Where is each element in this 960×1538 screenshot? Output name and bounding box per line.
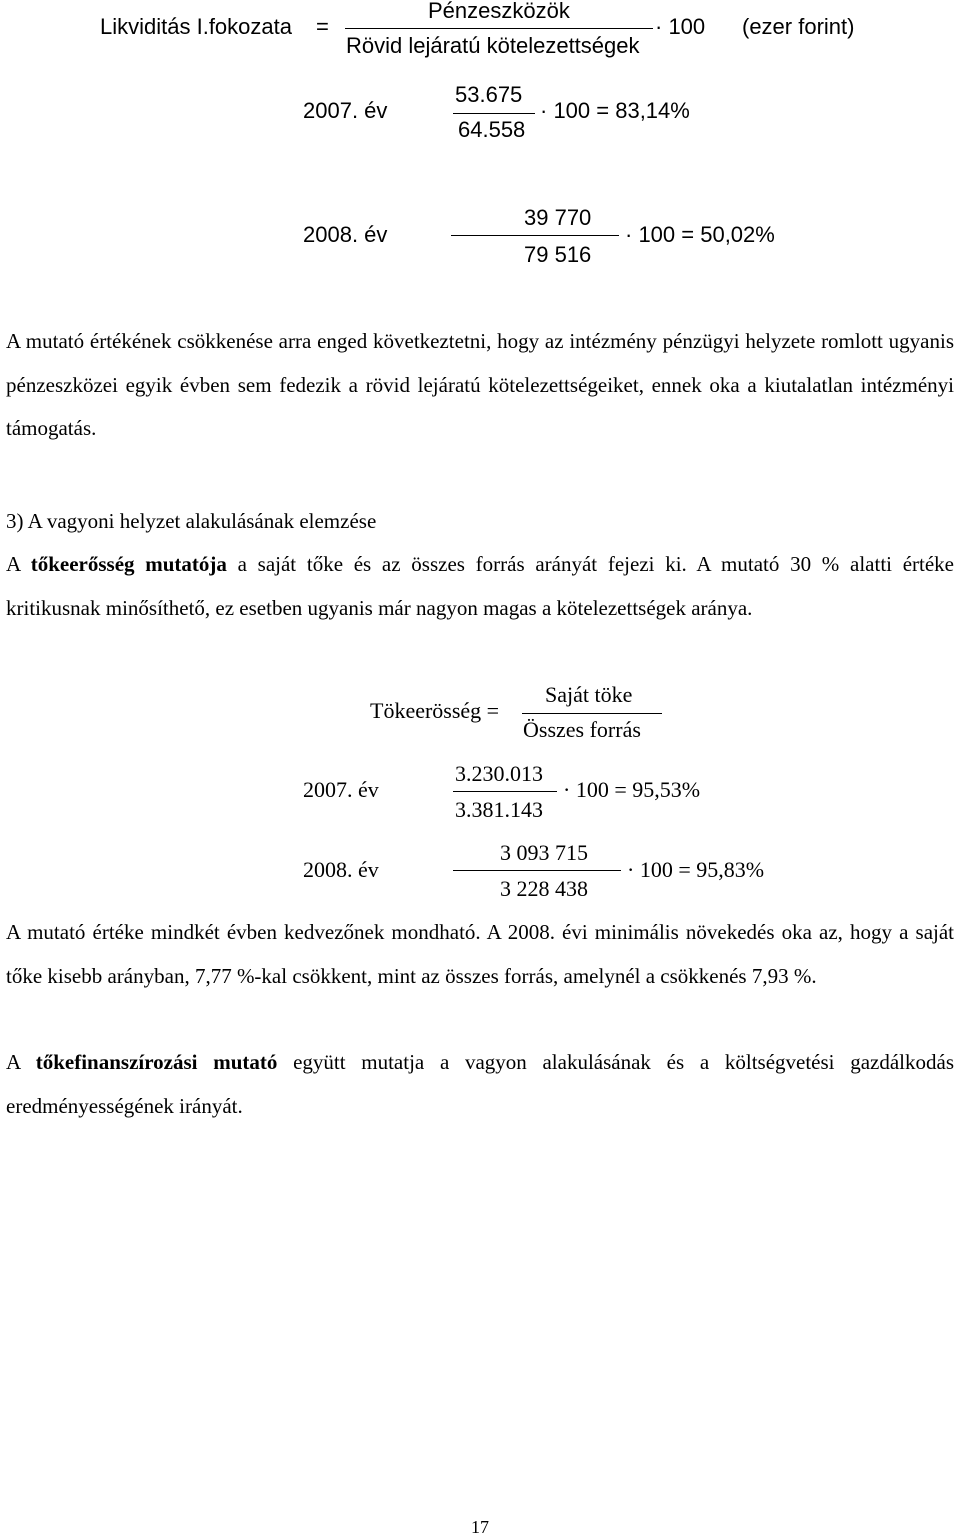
paragraph — [6, 543, 954, 630]
bold-term: tőkeerősség mutatója — [30, 552, 227, 576]
calc-numerator: 3.230.013 — [455, 761, 543, 786]
paragraph: A mutató értékének csökkenése arra enged következtetni, hogy az intézmény pénzügyi helyzete romlott ugyanis pénzeszközei egyik évben sem fedezik a rövid lejáratú kötelezettségeiket, ennek oka a kiutalatlan intézményi támogatás. — [6, 329, 954, 440]
calc-denominator: 79 516 — [524, 242, 592, 267]
fraction-bar — [453, 870, 621, 871]
liquidity-label: Likviditás I.fokozata — [100, 14, 292, 39]
text-span: A — [6, 1050, 36, 1074]
calc-denominator: 64.558 — [458, 117, 526, 142]
fraction-bar — [453, 113, 535, 114]
paragraph: A mutató értéke mindkét évben kedvezőnek mondható. A 2008. évi minimális növekedés oka az, hogy a saját tőke kisebb arányban, 7,77 %-kal csökkent, mint az összes forrás, amelynél a csökkenés 7,93 %. — [6, 920, 954, 988]
fraction-bar — [345, 28, 653, 29]
year-label: 2007. év — [303, 777, 379, 802]
equals-sign: = — [316, 14, 329, 39]
calc-numerator: 3 093 715 — [500, 840, 588, 865]
unit-label: (ezer forint) — [742, 14, 855, 39]
year-label: 2008. év — [303, 857, 379, 882]
fraction-bar — [451, 235, 619, 236]
text-span: A — [6, 552, 31, 576]
fraction-bar — [453, 791, 557, 792]
text-span: a saját tőke és az összes forrás arányát fejezi ki. A mutató 30 % alatti értéke kritikusnak minősíthető, ez esetben ugyanis már nagyon magas a kötelezettségek aránya. — [6, 552, 954, 620]
calc-result: · 100 = 50,02% — [625, 222, 775, 247]
fraction-bar — [522, 713, 662, 714]
equity-denominator: Összes forrás — [523, 717, 641, 742]
bold-term: tőkefinanszírozási mutató — [35, 1050, 278, 1074]
liquidity-numerator: Pénzeszközök — [428, 0, 570, 23]
page-number: 17 — [471, 1517, 489, 1537]
calc-denominator: 3 228 438 — [500, 876, 588, 901]
equity-ratio-label: Tökeerösség = — [370, 698, 500, 723]
year-label: 2008. év — [303, 222, 388, 247]
calc-denominator: 3.381.143 — [455, 797, 543, 822]
text-span: együtt mutatja a vagyon alakulásának és a költségvetési gazdálkodás eredményességének irányát. — [6, 1050, 954, 1118]
calc-numerator: 53.675 — [455, 82, 523, 107]
calc-numerator: 39 770 — [524, 205, 592, 230]
section-heading: 3) A vagyoni helyzet alakulásának elemzése — [6, 509, 377, 533]
liquidity-denominator: Rövid lejáratú kötelezettségek — [346, 33, 640, 58]
times-hundred: · 100 — [655, 14, 706, 39]
calc-result: · 100 = 83,14% — [540, 98, 690, 123]
year-label: 2007. év — [303, 98, 388, 123]
equity-numerator: Saját töke — [545, 682, 633, 707]
calc-result: · 100 = 95,53% — [563, 777, 701, 802]
paragraph — [6, 1041, 954, 1128]
calc-result: · 100 = 95,83% — [627, 857, 765, 882]
